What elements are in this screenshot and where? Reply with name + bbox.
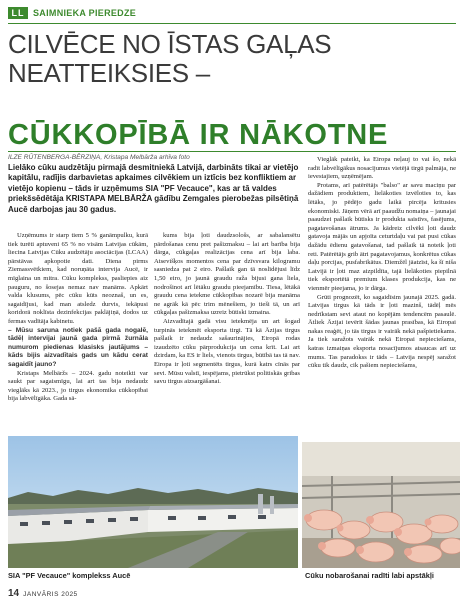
farm-complex-photo [8,436,298,568]
photo-caption-left: SIA "PF Vecauce" komplekss Aucē [8,571,131,580]
photo-caption-right: Cūku nobarošanai radīti labi apstākļi [305,571,434,580]
byline: ILZE RŪTENBERGA-BĒRZIŅA, Kristapa Melbārža arhīva foto [8,154,190,161]
article-column-3 [308,156,456,371]
headline-accent: CŪKKOPĪBĀ IR NĀKOTNE [8,119,389,151]
section-label: SAIMNIEKA PIEREDZE [33,8,137,18]
paragraph: Aizvadītajā gadā visu ietekmēja un art šogad turpinās ietekmēt eksporta tirgi. Tā kā Āzijas tirgus pašlaik ir nedaudz sašaurinājies, Eiropā rodas izaudzēto cūku pārprodukcija un cena krīt. Lai art dzirdam, ka ES ir liels, vienots tirgus, būtībā tas tā nav. Eiropa ir ļoti segmentēts tirgus, kurā katrs cīnās par sevi. Mūsu valstī, iespējams, pietrūkst politiskās gribas savu tirgus aizsargāšanai. [154,317,300,386]
paragraph: Kristaps Melbāržs – 2024. gadu noteikti var saukt par sagaismīgu, lai art tas bija nedaudz vieglāks kā 2023., jo tirgus ekonomika cūkkopībai bija labvēlīgāka. Gada sā- [8,369,148,403]
pig-barn-photo [302,442,460,568]
top-rule [8,23,456,24]
interview-question: – Mūsu saruna notiek pašā gada nogalē, tādēļ intervijai jaunā gada pirmā žurnāla numurom piedienas klasisks jautājums – kāds bijis aizvadītais gads un kādu cerat sagaidīt jauno? [8,326,148,368]
paragraph: Grūti prognozēt, ko sagaidīsim jaunajā 2025. gadā. Latvijas tirgus kā tāds ir ļoti mazinš, tādēļ mēs nedrīkstam sevi ataut no kopējām tendencēm pasaulē. Ātliek Āzijai ievērīt šādas jaunas prasības, kā Eiropai nakas reaģēt, jo tās tirgus ir vairāk nekā pašpietiekams. Ja tiek saražots vairāk nekā Eiropai nepieciešams, katras izmaiņas eksporta nosacījumos atsaucas arī uz mums. Tas paradokss ir tāds – Latvija nespēj saražot cūku tik daudz, cik pašiem nepieciešams, [308,293,456,370]
paragraph: Uzņēmums ir starp tiem 5 % ganāmpulku, kurā tiek turēti aptuveni 65 % no visām Latvijas cūkām, liecina Latvijas Cūku audzētāju asociācijas (LCAA) pārstāvas apkopotie dati. Diena pirms Ziemassvētkiem, kad noruņāta intervija Aucē, ir mīglaina un mitra. Cūku komplekss, pasliepies aiz pauguru, no šosejas nemaz nav manāms. Apkārt valda klusums, pēc cūku kūts neoznaš, un es, sagaidījusi, kad man atsledz durvis, iekāpusi koridorā noklīsta dezinfekcijas paklājiņā, dodos uz fermas vadītāja kabinetu. [8,232,148,325]
headline: CILVĒCE NO ĪSTAS GAĻAS NEATTEIKSIES – [8,29,332,88]
article-column-1 [8,232,148,404]
paragraph: Vieglāk pateikt, ka Eiropa neļauj to vai šo, nekā radīt labvēlīgākus nosacījumus vietējā tirgū palmāja, ne ievestajiem, uzņēmējam. [308,156,456,181]
lead-paragraph: Lielāko cūku audzētāju pirmajā desmitniekā Latvijā, darbināts tikai ar vietējo kapitālu, radījis darbavietas apkaimes cilvēkiem un iztīcis bez konfliktiem ar vietējo kopienu – tāds ir uzņēmums SIA "PF Vecauce", kas ar tā valdes priekšsēdētāja KRISTAPA MELBĀRŽA gādību Zemgales pierobežas pilsētiņā Aucē darbojas jau 30 gadus. [8,163,299,214]
page-footer [8,588,78,599]
paragraph: kums bija ļoti daudzsološs, ar sabalansētu pārdošanas cenu pret pašizmaksu – lai art barība bija dārga, cūkgaļas realizācijas cena arī bija laba. Atsevišķos momentos cena par dzīvsvara kilogramu sasniedza pat 2 eiro. Pašlaik gan tā noslīdējusi līdz 1,50 eiro, jo jaunā graudu raža bijusi gana liela, nodrošinot arī lētāku graudu pieejamību. Tiesa, lētākā graudu cena ietekme cūkkopības nozarē bija manāma ne agrāk kā pēc trim mēnešiem, jo tieši tā, un arī cūkgaļas pašizmaksa uzreiz būtiski izmaina. [154,232,300,317]
headline-rule [8,151,456,152]
article-column-2 [154,232,300,387]
section-tag [8,6,136,20]
page-number: 14 [8,588,20,599]
section-logo: LL [8,7,28,19]
issue-date: JANVĀRIS 2025 [23,591,78,598]
paragraph: Protams, arī patērētājs "balso" ar savu maciņu par dažādiem produktiem, lielākoties izvēloties to, kas lētāks, jo pēdējo gadu laikā pircēja kritusies ekonomiski. Jāņem vērā arī paaudžu nomaiņa – jaunajai paaudzei pašlaik būtisks ir produkta saistīvs, fasējums, pagatavošanas ātrums. Ja kādreiz cilvēki ļoti daudz gatavoja mājās un apjoīta ceturtdaļu vai pat pusi cūkas dažādu ēdienu gatavošanai, tad pašlaik tā noteik ļoti reti. Patērētājs grib ātri pagatavojamus, konkrētus cūkas daļu porcijas, pusfabrikātus. Diemžēl jāatzīst, ka šī niša Latvijā ir ļoti maz aizpildīta, tajā lielākoties piepilnā tiek eksportētā premium klases produkcija, kas ne vienmēr pieejama, jo ir dārga. [308,181,456,292]
